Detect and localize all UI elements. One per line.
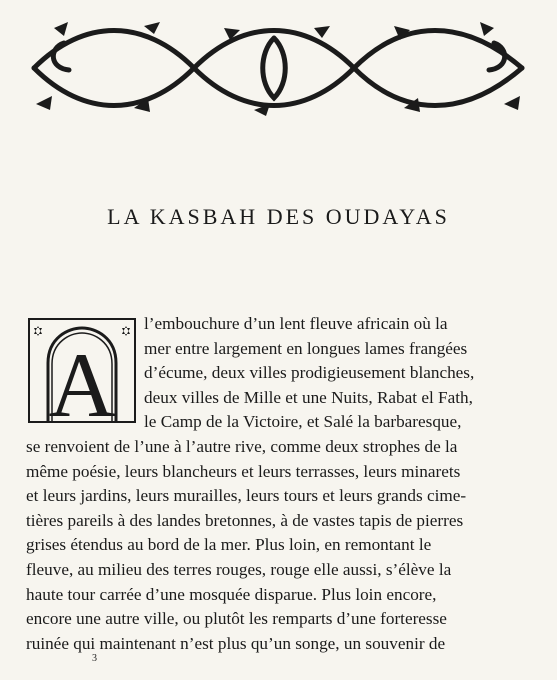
headpiece-ornament	[24, 8, 532, 126]
text-line: grises étendus au bord de la mer. Plus loin, en remontant le	[26, 535, 432, 555]
chapter-title: LA KASBAH DES OUDAYAS	[107, 204, 450, 229]
text-line: haute tour carrée d’une mosquée disparue. Plus loin encore,	[26, 584, 437, 604]
text-line: encore une autre ville, ou plutôt les remparts d’une forteresse	[26, 609, 447, 629]
text-line: même poésie, leurs blancheurs et leurs terrasses, leurs minarets	[26, 461, 461, 481]
text-line: deux villes de Mille et une Nuits, Rabat el Fath,	[144, 387, 473, 407]
page-number: 3	[92, 653, 97, 664]
dropcap-letter: A	[48, 334, 116, 423]
text-line: ruinée qui maintenant n’est plus qu’un songe, un souvenir de	[26, 633, 446, 653]
text-line: et leurs jardins, leurs murailles, leurs tours et leurs grands cime-	[26, 486, 467, 506]
text-line: tières pareils à des landes bretonnes, à de vastes tapis de pierres	[26, 510, 464, 530]
text-line: l’embouchure d’un lent fleuve africain où la	[144, 314, 448, 333]
text-line: le Camp de la Victoire, et Salé la barbaresque,	[144, 412, 462, 432]
text-line: fleuve, au milieu des terres rouges, rouge elle aussi, s’élève la	[26, 559, 452, 579]
body-text	[26, 312, 530, 656]
text-line: d’écume, deux villes prodigieusement blanches,	[144, 363, 475, 383]
text-line: se renvoient de l’une à l’autre rive, comme deux strophes de la	[26, 436, 458, 456]
text-line: mer entre largement en longues lames frangées	[144, 338, 468, 358]
